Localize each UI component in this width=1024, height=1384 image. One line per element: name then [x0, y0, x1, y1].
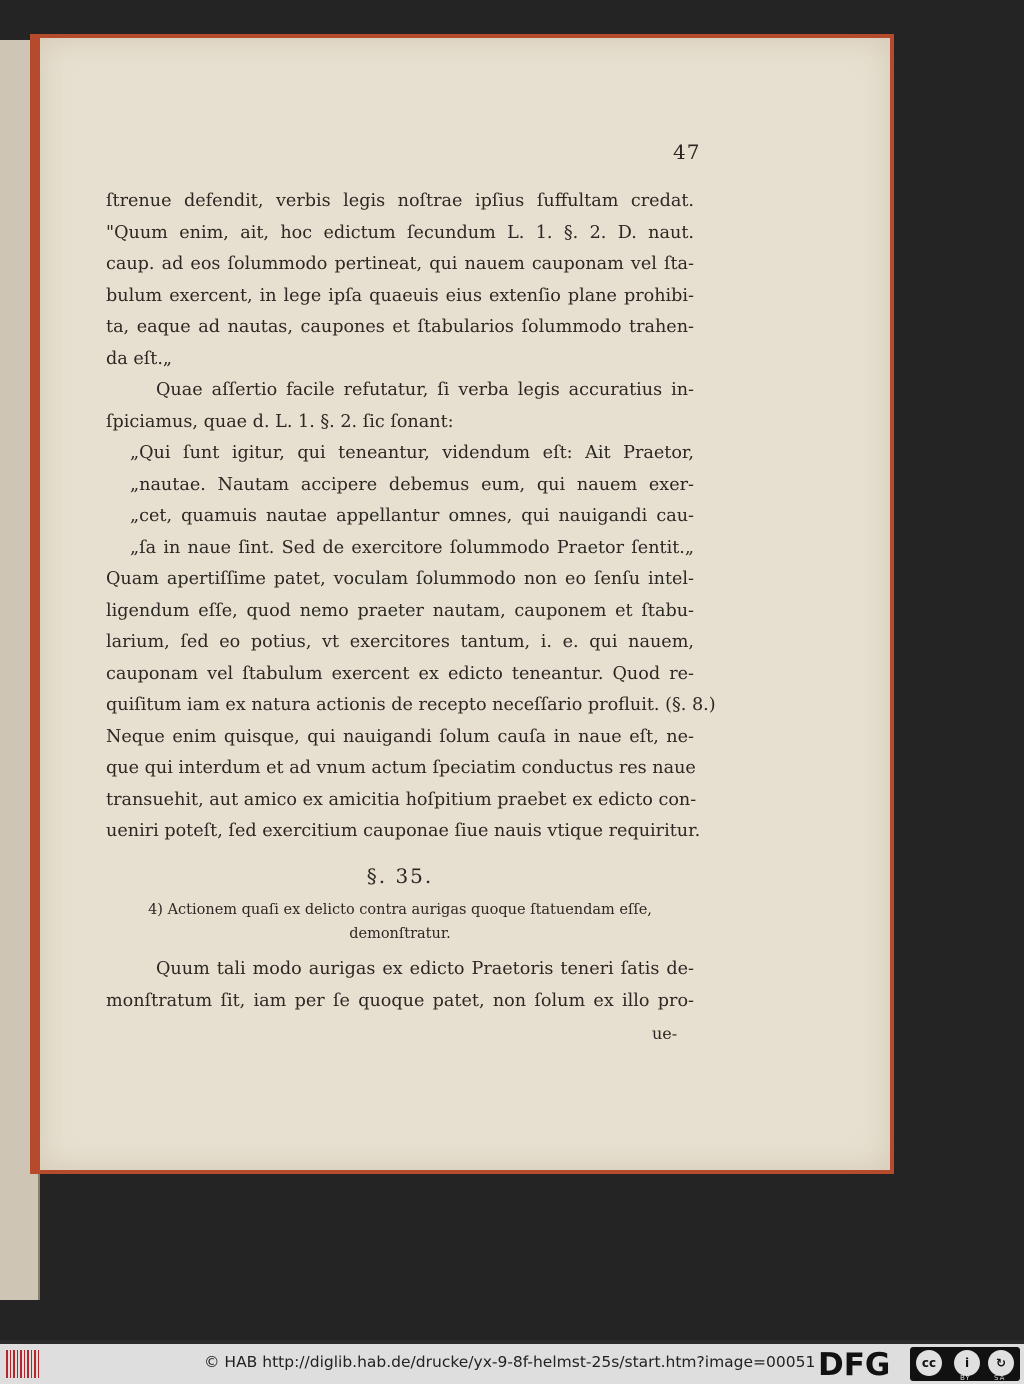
text-line: bulum exercent, in lege ipſa quaeuis eius extenſio plane prohibi-	[106, 285, 694, 306]
text-line: ta, eaque ad nautas, caupones et ſtabularios ſolummodo trahen-	[106, 317, 694, 337]
by-label: BY	[960, 1374, 971, 1382]
text-line: ſtrenue defendit, verbis legis noſtrae ipſius ſuffultam credat.	[106, 191, 694, 211]
by-icon: i	[954, 1350, 980, 1376]
text-line: monſtratum ſit, iam per ſe quoque patet, non ſolum ex illo pro-	[106, 990, 694, 1011]
text-line: caup. ad eos ſolummodo pertineat, qui nauem cauponam vel ſta-	[106, 254, 694, 274]
citation-link[interactable]: © HAB http://diglib.hab.de/drucke/yx-9-8f-helmst-25s/start.htm?image=00051	[204, 1353, 816, 1371]
cc-license-badge[interactable]	[910, 1347, 1020, 1381]
text-line: ſpiciamus, quae d. L. 1. §. 2. ſic ſonant:	[106, 411, 454, 432]
text-line: ligendum eſſe, quod nemo praeter nautam, cauponem et ſtabu-	[106, 600, 694, 621]
catchword: ue-	[652, 1024, 678, 1043]
text-line: quiſitum iam ex natura actionis de recepto neceſſario profluit. (§. 8.)	[106, 695, 716, 715]
book-page	[40, 38, 890, 1170]
summary-line: 4) Actionem quaſi ex delicto contra aurigas quoque ſtatuendam eſſe,	[148, 902, 652, 918]
quote-line: „cet, quamuis nautae appellantur omnes, qui nauigandi cau-	[130, 506, 694, 526]
text-line: cauponam vel ſtabulum exercent ex edicto teneantur. Quod re-	[106, 663, 694, 684]
sa-label: SA	[994, 1374, 1006, 1382]
quote-line: „Qui ſunt igitur, qui teneantur, videndum eſt: Ait Praetor,	[130, 443, 694, 463]
barcode-icon	[6, 1350, 40, 1378]
text-line: Quae aſſertio facile refutatur, ſi verba legis accuratius in-	[156, 380, 694, 400]
dfg-logo: DFG	[818, 1347, 891, 1383]
text-line: larium, ſed eo potius, vt exercitores tantum, i. e. qui nauem,	[106, 632, 694, 652]
footer-bar	[0, 1344, 1024, 1384]
page-number: 47	[673, 140, 701, 164]
text-line: que qui interdum et ad vnum actum ſpeciatim conductus res naue	[106, 758, 696, 778]
quote-line: „nautae. Nautam accipere debemus eum, qui nauem exer-	[130, 474, 694, 495]
paragraph-continuation	[106, 186, 716, 848]
section-summary	[106, 898, 694, 946]
text-line: da eſt.„	[106, 348, 173, 369]
text-line: "Quum enim, ait, hoc edictum ſecundum L. 1. §. 2. D. naut.	[106, 222, 694, 243]
paragraph-new-section	[106, 954, 694, 1017]
text-line: Quum tali modo aurigas ex edicto Praetoris teneri ſatis de-	[156, 959, 694, 979]
section-heading: §. 35.	[366, 864, 434, 888]
text-line: ueniri poteſt, ſed exercitium cauponae ſiue nauis vtique requiritur.	[106, 821, 701, 841]
quote-line: „ſa in naue ſint. Sed de exercitore ſolummodo Praetor ſentit.„	[130, 537, 694, 558]
text-line: transuehit, aut amico ex amicitia hoſpitium praebet ex edicto con-	[106, 789, 697, 810]
cc-icon: cc	[916, 1350, 942, 1376]
sa-icon: ↻	[988, 1350, 1014, 1376]
text-line: Quam apertiſſime patet, voculam ſolummodo non eo ſenſu intel-	[106, 569, 694, 589]
summary-line: demonſtratur.	[349, 926, 451, 942]
text-line: Neque enim quisque, qui nauigandi ſolum cauſa in naue eſt, ne-	[106, 726, 694, 747]
